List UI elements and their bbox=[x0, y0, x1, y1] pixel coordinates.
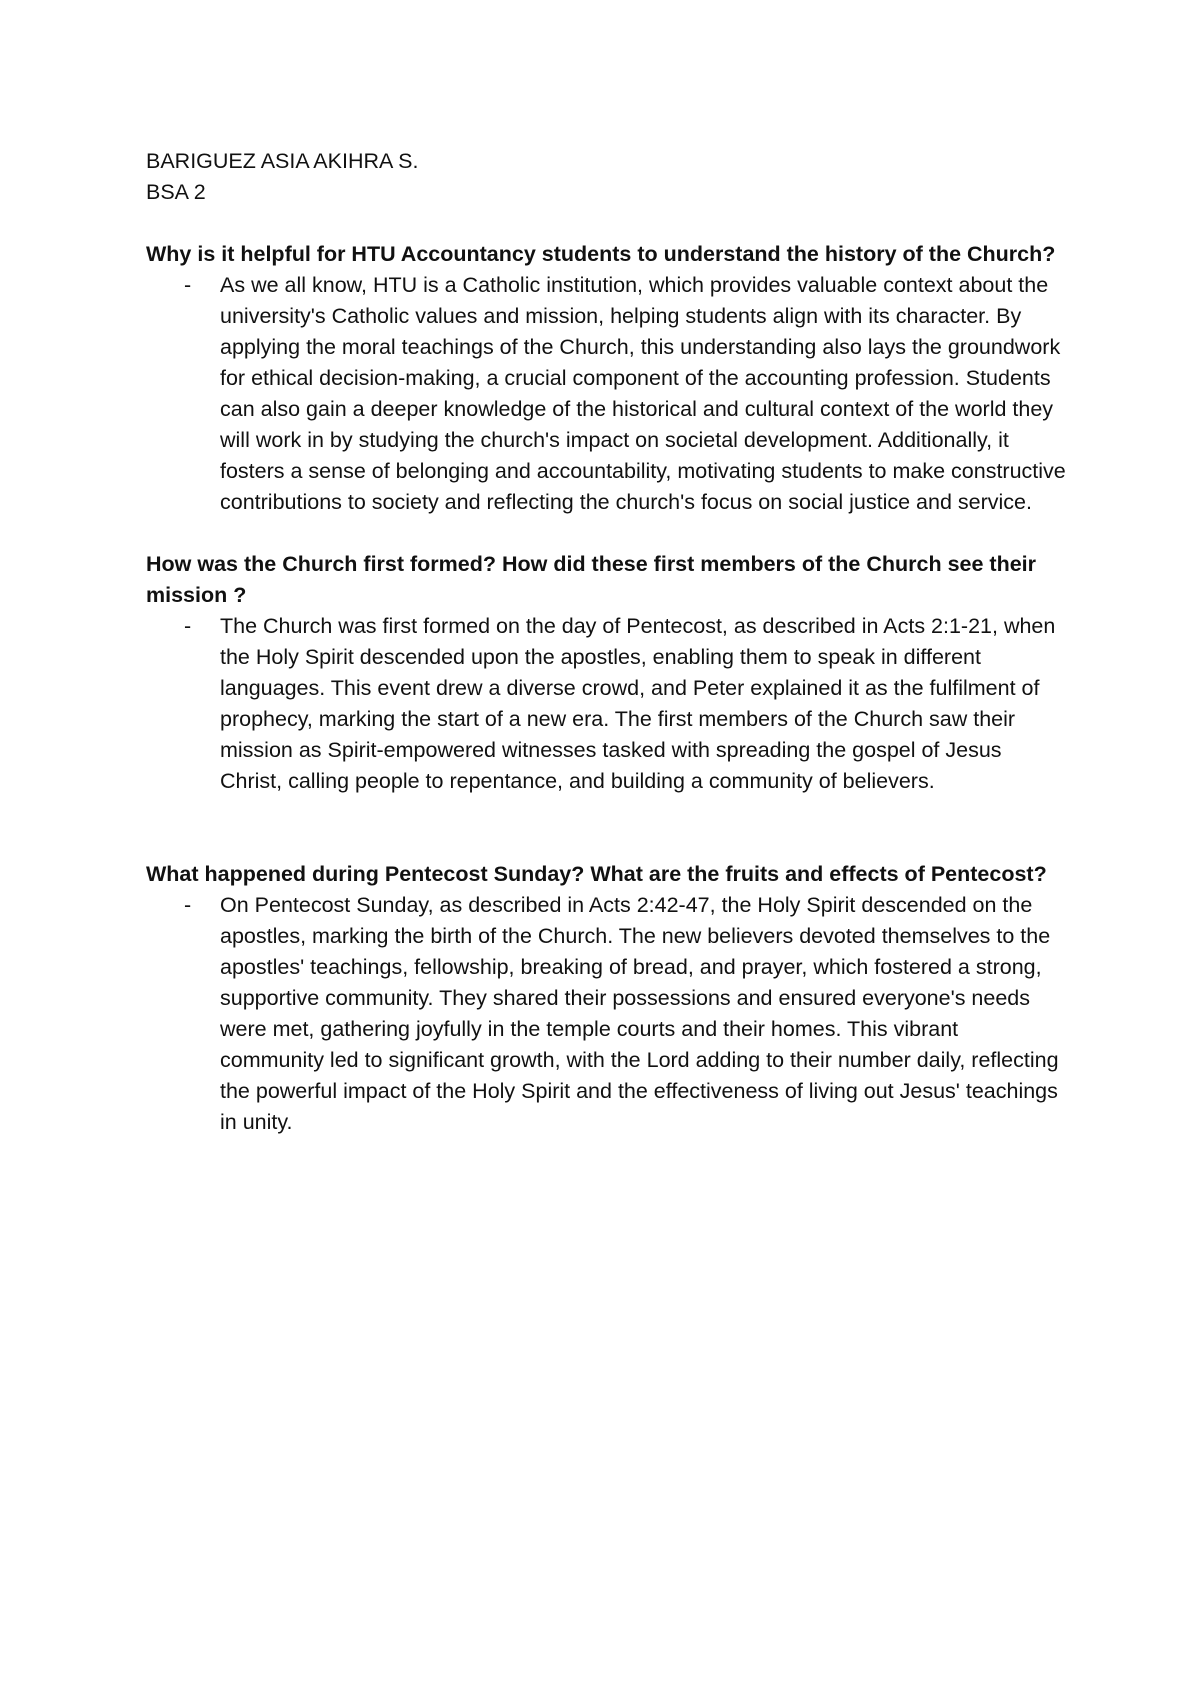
qa-block-3 bbox=[146, 859, 1066, 1138]
question-1: Why is it helpful for HTU Accountancy students to understand the history of the Church? bbox=[146, 242, 1056, 266]
spacer bbox=[146, 797, 1066, 859]
student-section: BSA 2 bbox=[146, 180, 206, 204]
answer-text-1: As we all know, HTU is a Catholic institution, which provides valuable context about the university's Catholic values and mission, helping students align with its character. By applying the moral teachings of the Church, this understanding also lays the groundwork for ethical decision-making, a crucial component of the accounting profession. Students can also gain a deeper knowledge of the historical and cultural context of the world they will work in by studying the church's impact on societal development. Additionally, it fosters a sense of belonging and accountability, motivating students to make constructive contributions to society and reflecting the church's focus on social justice and service. bbox=[220, 273, 1066, 514]
question-2: How was the Church first formed? How did these first members of the Church see their mission ? bbox=[146, 552, 1037, 607]
qa-block-2 bbox=[146, 549, 1066, 797]
document-page bbox=[146, 146, 1066, 1138]
answer-3 bbox=[146, 890, 1066, 1138]
qa-block-1 bbox=[146, 239, 1066, 518]
question-3: What happened during Pentecost Sunday? What are the fruits and effects of Pentecost? bbox=[146, 862, 1047, 886]
answer-2 bbox=[146, 611, 1066, 797]
answer-text-2: The Church was first formed on the day of Pentecost, as described in Acts 2:1-21, when the Holy Spirit descended upon the apostles, enabling them to speak in different languages. This event drew a diverse crowd, and Peter explained it as the fulfilment of prophecy, marking the start of a new era. The first members of the Church saw their mission as Spirit-empowered witnesses tasked with spreading the gospel of Jesus Christ, calling people to repentance, and building a community of believers. bbox=[220, 614, 1056, 793]
spacer bbox=[146, 208, 1066, 239]
bullet-dash: - bbox=[184, 893, 192, 917]
bullet-dash: - bbox=[184, 273, 192, 297]
answer-1 bbox=[146, 270, 1066, 518]
student-name: BARIGUEZ ASIA AKIHRA S. bbox=[146, 149, 419, 173]
answer-text-3: On Pentecost Sunday, as described in Acts 2:42-47, the Holy Spirit descended on the apostles, marking the birth of the Church. The new believers devoted themselves to the apostles' teachings, fellowship, breaking of bread, and prayer, which fostered a strong, supportive community. They shared their possessions and ensured everyone's needs were met, gathering joyfully in the temple courts and their homes. This vibrant community led to significant growth, with the Lord adding to their number daily, reflecting the powerful impact of the Holy Spirit and the effectiveness of living out Jesus' teachings in unity. bbox=[220, 893, 1059, 1134]
bullet-dash: - bbox=[184, 614, 192, 638]
spacer bbox=[146, 518, 1066, 549]
